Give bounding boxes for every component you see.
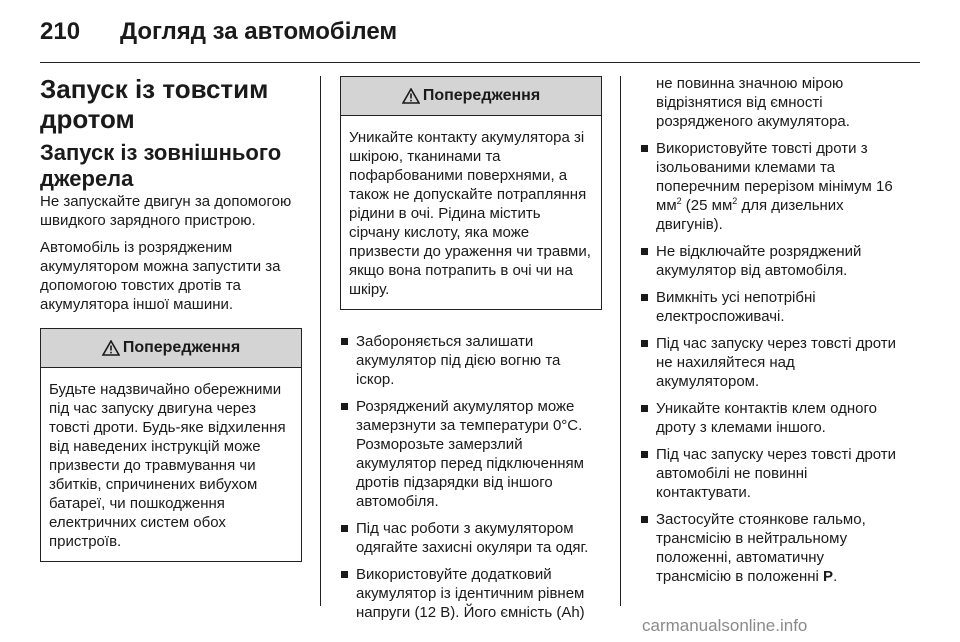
list-item [340,332,602,389]
chapter-title: Догляд за автомобілем [120,18,398,45]
list-item [640,288,902,326]
list-item [640,334,902,391]
column-divider-1 [320,76,321,606]
bullet-icon [641,451,648,458]
list-item [340,397,602,511]
bullet-icon [341,525,348,532]
warning-text: Уникайте контакту акумулятора зі шкірою, тканинами та пофарбованими поверхнями, а також не допускайте потрапляння рідини в очі. Рідина містить сірчану кислоту, яка може призвести до ураження чи травми, якщо вона потрапить в очі чи на шкіру. [349,129,591,298]
list-item-text: Не відключайте розряджений акумулятор від автомобіля. [656,243,862,279]
list-item [340,565,602,622]
bullet-icon [341,403,348,410]
list-item [640,242,902,280]
column-3 [640,74,902,594]
gear-position-p: P [823,568,834,585]
warning-header [41,329,301,368]
warning-text: Будьте надзвичайно обережними під час запуску двигуна через товсті дроти. Будь-яке відхилення від наведених інструкцій може призвести до травмування чи збитків, спричинених вибухом батареї, чи пошкодження електричних систем обох пристроїв. [49,381,286,550]
page-header [40,18,920,48]
list-item-text: Забороняється залишати акумулятор під дією вогню та іскор. [356,333,561,388]
bullet-icon [641,145,648,152]
header-rule [40,62,920,63]
bullet-list [340,332,602,622]
list-item-text: Використовуйте товсті дроти з ізольованими клемами та поперечним перерізом мінімум 16 мм [656,140,893,214]
bullet-icon [641,405,648,412]
bullet-icon [641,516,648,523]
section-subtitle: Запуск із зовнішнього джерела [40,140,282,191]
superscript: 2 [676,196,682,206]
column-1 [40,74,302,562]
column-2 [340,74,602,630]
bullet-icon [641,248,648,255]
bullet-list [640,139,902,586]
warning-header [341,77,601,116]
list-item-text: Під час роботи з акумулятором одягайте захисні окуляри та одяг. [356,520,589,556]
list-item-text: Використовуйте додатковий акумулятор із ідентичним рівнем напруги (12 В). Його ємність (Ah) [356,566,585,621]
column-divider-2 [620,76,621,606]
list-item [640,139,902,234]
list-item-text: Розряджений акумулятор може замерзнути за температури 0°C. Розморозьте замерзлий акумулятор перед підключенням дротів підзарядки від іншого автомобіля. [356,398,584,510]
page-number: 210 [40,18,81,45]
continuation-text: не повинна значною мірою відрізнятися від ємності розрядженого акумулятора. [656,75,850,130]
list-item-text: для дизельних двигунів). [656,197,844,233]
list-item-text: Під час запуску через товсті дроти не нахиляйтеся над акумулятором. [656,335,897,390]
list-item-text: Вимкніть усі непотрібні електроспоживачі. [656,289,816,325]
superscript: 2 [732,196,738,206]
bullet-icon [341,338,348,345]
list-item [640,510,902,586]
warning-title: Попередження [422,87,541,104]
list-item-text: Під час запуску через товсті дроти автомобілі не повинні контактувати. [656,446,897,501]
bullet-icon [641,340,648,347]
list-item-text: . [833,568,838,585]
warning-box [40,328,302,562]
paragraph: Не запускайте двигун за допомогою швидкого зарядного пристрою. [40,193,292,229]
list-item [640,399,902,437]
paragraph: Автомобіль із розрядженим акумулятором можна запустити за допомогою товстих дротів та акумулятора іншої машини. [40,239,281,313]
warning-icon [402,88,420,104]
list-item-text: (25 мм [681,197,733,214]
bullet-icon [641,294,648,301]
list-item [340,519,602,557]
warning-icon [102,340,120,356]
bullet-icon [341,571,348,578]
list-item-text: Застосуйте стоянкове гальмо, трансмісію в нейтральному положенні, автоматичну трансмісію в положенні [656,511,866,585]
watermark: carmanualsonline.info [642,616,808,635]
warning-title: Попередження [122,339,241,356]
list-item-text: Уникайте контактів клем одного дроту з клемами іншого. [656,400,877,436]
warning-box [340,76,602,310]
section-title: Запуск із товстим дротом [40,74,269,134]
list-item [640,445,902,502]
